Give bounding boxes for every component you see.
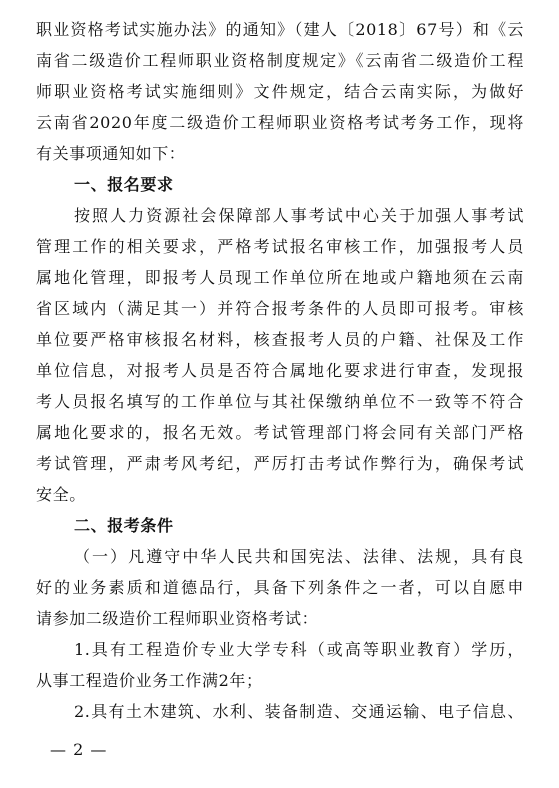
paragraph-line: 职业资格考试实施办法》的通知》（建人〔2018〕67号）和《云: [36, 20, 524, 39]
paragraph-line: 属地化要求的，报名无效。考试管理部门将会同有关部门严格: [36, 423, 524, 442]
paragraph-line: 单位要严格审核报名材料，核查报考人员的户籍、社保及工作: [36, 330, 524, 349]
paragraph-line: 单位信息，对报考人员是否符合属地化要求进行审查，发现报: [36, 361, 524, 380]
paragraph-line: 按照人力资源社会保障部人事考试中心关于加强人事考试: [74, 206, 524, 225]
list-item: 2.具有土木建筑、水利、装备制造、交通运输、电子信息、: [74, 702, 524, 721]
paragraph-line: 南省二级造价工程师职业资格制度规定》《云南省二级造价工程: [36, 51, 524, 70]
paragraph-line: 管理工作的相关要求，严格考试报名审核工作，加强报考人员: [36, 237, 524, 256]
paragraph-line: （一）凡遵守中华人民共和国宪法、法律、法规，具有良: [74, 547, 524, 566]
paragraph-line: 省区域内（满足其一）并符合报考条件的人员即可报考。审核: [36, 299, 524, 318]
page-number: — 2 —: [50, 740, 108, 759]
section-heading-eligibility: 二、报考条件: [74, 516, 174, 535]
paragraph-line: 安全。: [36, 485, 86, 504]
section-heading-registration: 一、报名要求: [74, 175, 174, 194]
paragraph-line: 从事工程造价业务工作满2年；: [36, 671, 263, 690]
list-item: 1.具有工程造价专业大学专科（或高等职业教育）学历，: [74, 640, 524, 659]
paragraph-line: 师职业资格考试实施细则》文件规定，结合云南实际，为做好: [36, 82, 524, 101]
paragraph-line: 好的业务素质和道德品行，具备下列条件之一者，可以自愿申: [36, 578, 524, 597]
paragraph-line: 云南省2020年度二级造价工程师职业资格考试考务工作，现将: [36, 113, 524, 132]
document-page: [36, 14, 524, 727]
paragraph-line: 考试管理，严肃考风考纪，严厉打击考试作弊行为，确保考试: [36, 454, 524, 473]
paragraph-line: 有关事项通知如下：: [36, 144, 186, 163]
paragraph-line: 考人员报名填写的工作单位与其社保缴纳单位不一致等不符合: [36, 392, 524, 411]
paragraph-line: 属地化管理，即报考人员现工作单位所在地或户籍地须在云南: [36, 268, 524, 287]
paragraph-line: 请参加二级造价工程师职业资格考试：: [36, 609, 319, 628]
